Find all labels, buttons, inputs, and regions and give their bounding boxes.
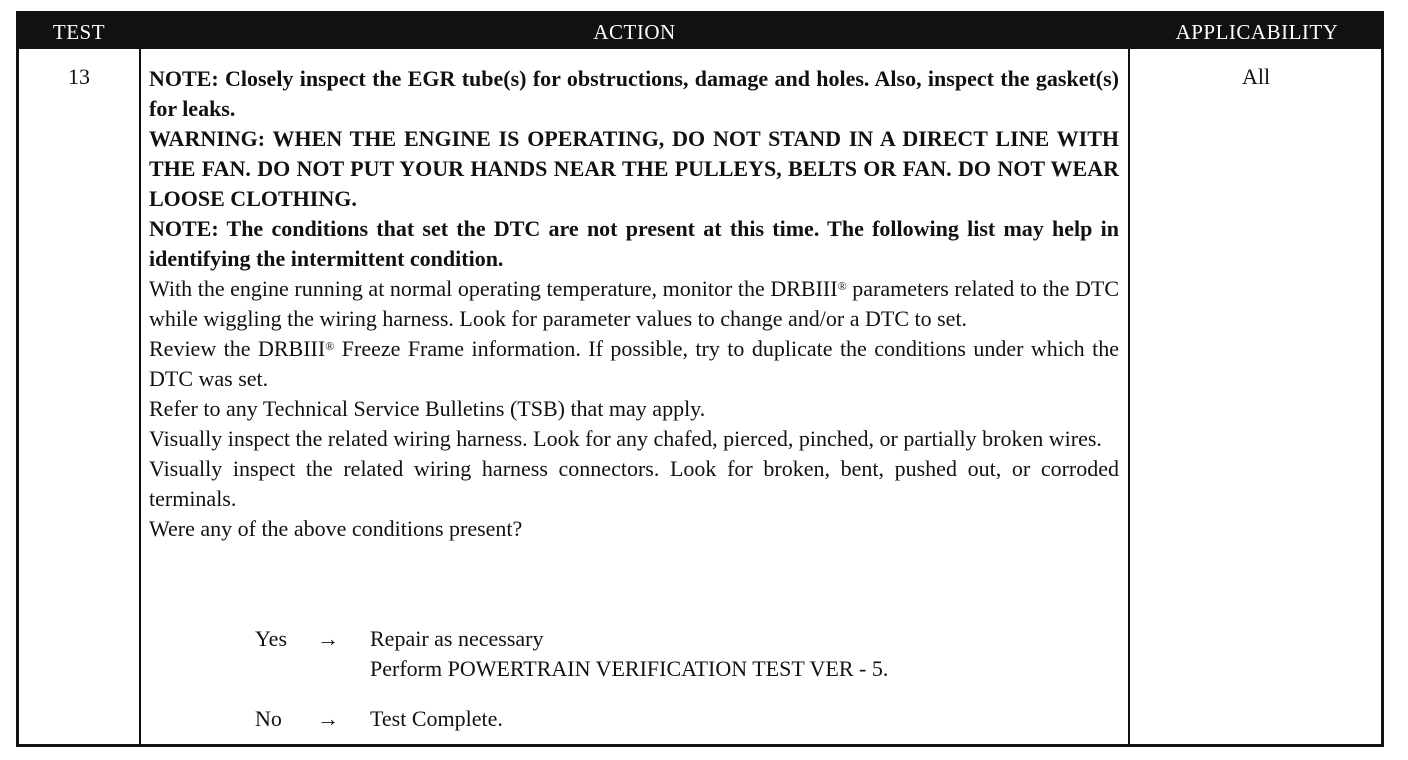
paragraph-monitor-a: With the engine running at normal operating temperature, monitor the DRBIII	[149, 276, 838, 301]
column-divider	[1128, 49, 1130, 744]
no-label: No	[255, 706, 282, 731]
paragraph-monitor	[149, 274, 1119, 334]
diagnostic-table	[16, 11, 1384, 747]
header-applicability: APPLICABILITY	[1175, 20, 1339, 44]
paragraph-wiring: Visually inspect the related wiring harness. Look for any chafed, pierced, pinched, or partially broken wires.	[149, 426, 1102, 451]
header-action: ACTION	[593, 20, 676, 44]
yes-label: Yes	[255, 626, 288, 651]
paragraph-connectors: Visually inspect the related wiring harness connectors. Look for broken, bent, pushed out, or corroded terminals.	[149, 456, 1119, 511]
table-header	[19, 14, 1381, 49]
header-test: TEST	[52, 20, 106, 44]
question-text: Were any of the above conditions present?	[149, 516, 523, 541]
action-cell	[149, 64, 1119, 544]
applicability-value: All	[1241, 64, 1271, 89]
registered-mark: ®	[837, 279, 847, 293]
paragraph-tsb: Refer to any Technical Service Bulletins (TSB) that may apply.	[149, 396, 706, 421]
paragraph-freeze-frame-b: Freeze Frame information. If possible, try to duplicate the conditions under which the DTC was set.	[149, 336, 1119, 391]
note-intermittent: NOTE: The conditions that set the DTC are not present at this time. The following list may help in identifying the intermittent condition.	[149, 216, 1119, 271]
paragraph-freeze-frame-a: Review the DRBIII	[149, 336, 326, 361]
arrow-icon: →	[317, 626, 339, 651]
arrow-icon: →	[317, 706, 339, 731]
paragraph-freeze-frame	[149, 334, 1119, 394]
test-number: 13	[68, 64, 90, 89]
no-line-1: Test Complete.	[370, 706, 503, 731]
registered-mark: ®	[325, 339, 335, 353]
column-divider	[139, 49, 141, 744]
note-egr: NOTE: Closely inspect the EGR tube(s) for obstructions, damage and holes. Also, inspect the gasket(s) for leaks.	[149, 66, 1119, 121]
yes-line-1: Repair as necessary	[370, 626, 544, 651]
paragraph-monitor-b: parameters related to the DTC while wiggling the wiring harness. Look for parameter values to change and/or a DTC to set.	[149, 276, 1119, 331]
yes-line-2: Perform POWERTRAIN VERIFICATION TEST VER - 5.	[370, 656, 889, 681]
warning-text: WARNING: WHEN THE ENGINE IS OPERATING, DO NOT STAND IN A DIRECT LINE WITH THE FAN. DO NOT PUT YOUR HANDS NEAR THE PULLEYS, BELTS OR FAN. DO NOT WEAR LOOSE CLOTHING.	[149, 126, 1119, 211]
